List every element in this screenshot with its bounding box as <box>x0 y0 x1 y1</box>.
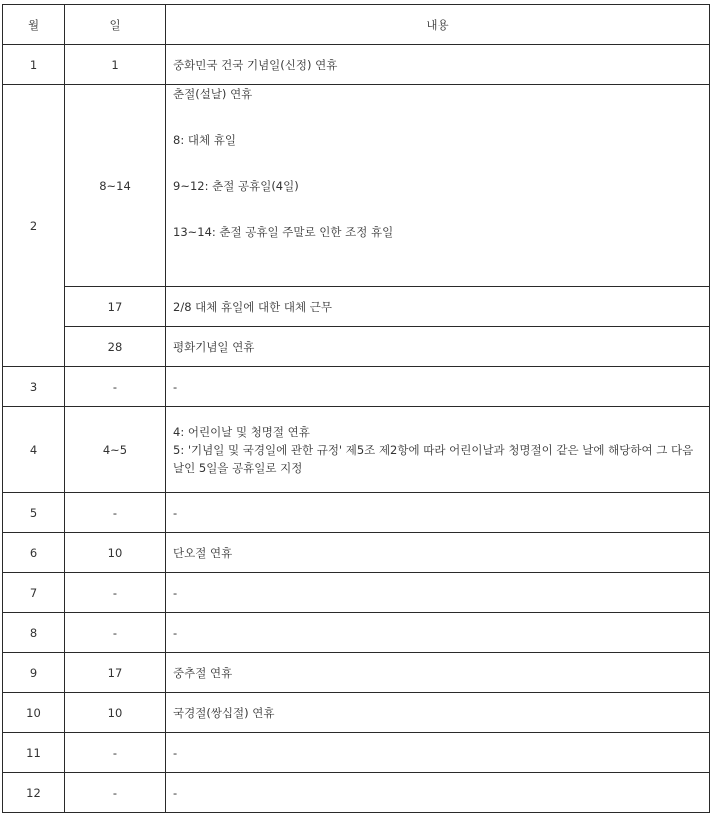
content-cell: 중추절 연휴 <box>166 653 710 693</box>
day-cell: 10 <box>65 533 166 573</box>
table-row <box>3 327 710 367</box>
day-cell: - <box>65 573 166 613</box>
day-cell: 17 <box>65 287 166 327</box>
content-line: 5: '기념일 및 국경일에 관한 규정' 제5조 제2항에 따라 어린이날과 청명절이 같은 날에 해당하여 그 다음날인 5일을 공휴일로 지정 <box>173 442 694 475</box>
day-cell: - <box>65 367 166 407</box>
table-row <box>3 613 710 653</box>
day-cell: 28 <box>65 327 166 367</box>
month-cell: 5 <box>3 493 65 533</box>
month-cell: 1 <box>3 45 65 85</box>
content-line: 13~14: 춘절 공휴일 주말로 인한 조정 휴일 <box>173 225 394 239</box>
header-month: 월 <box>3 5 65 45</box>
day-cell: 4~5 <box>65 407 166 493</box>
content-cell <box>166 407 710 493</box>
month-cell: 4 <box>3 407 65 493</box>
content-cell: - <box>166 367 710 407</box>
day-cell: - <box>65 613 166 653</box>
month-cell: 8 <box>3 613 65 653</box>
content-cell: 국경절(쌍십절) 연휴 <box>166 693 710 733</box>
table-row <box>3 287 710 327</box>
month-cell: 9 <box>3 653 65 693</box>
table-row <box>3 367 710 407</box>
month-cell: 7 <box>3 573 65 613</box>
table-row <box>3 407 710 493</box>
table-row <box>3 573 710 613</box>
table-row <box>3 45 710 85</box>
content-cell: - <box>166 573 710 613</box>
month-cell: 3 <box>3 367 65 407</box>
month-cell: 11 <box>3 733 65 773</box>
content-cell: - <box>166 733 710 773</box>
content-line: 춘절(설날) 연휴 <box>173 87 253 101</box>
day-cell: 17 <box>65 653 166 693</box>
month-cell: 10 <box>3 693 65 733</box>
header-day: 일 <box>65 5 166 45</box>
content-cell: 평화기념일 연휴 <box>166 327 710 367</box>
table-row <box>3 85 710 287</box>
holiday-table <box>2 4 710 813</box>
day-cell: 1 <box>65 45 166 85</box>
table-row <box>3 653 710 693</box>
month-cell: 6 <box>3 533 65 573</box>
table-row <box>3 773 710 813</box>
table-row <box>3 533 710 573</box>
content-cell <box>166 85 710 287</box>
table-row <box>3 733 710 773</box>
table-row <box>3 493 710 533</box>
header-content: 내용 <box>166 5 710 45</box>
content-line: 4: 어린이날 및 청명절 연휴 <box>173 424 310 439</box>
content-cell: - <box>166 613 710 653</box>
content-cell: 단오절 연휴 <box>166 533 710 573</box>
content-cell: - <box>166 773 710 813</box>
content-cell: 중화민국 건국 기념일(신정) 연휴 <box>166 45 710 85</box>
day-cell: 8~14 <box>65 85 166 287</box>
day-cell: - <box>65 733 166 773</box>
content-line: 8: 대체 휴일 <box>173 133 236 147</box>
content-line: 9~12: 춘절 공휴일(4일) <box>173 179 299 193</box>
month-cell: 2 <box>3 85 65 367</box>
day-cell: - <box>65 493 166 533</box>
table-row <box>3 693 710 733</box>
month-cell: 12 <box>3 773 65 813</box>
header-row <box>3 5 710 45</box>
day-cell: 10 <box>65 693 166 733</box>
day-cell: - <box>65 773 166 813</box>
content-cell: 2/8 대체 휴일에 대한 대체 근무 <box>166 287 710 327</box>
content-cell: - <box>166 493 710 533</box>
